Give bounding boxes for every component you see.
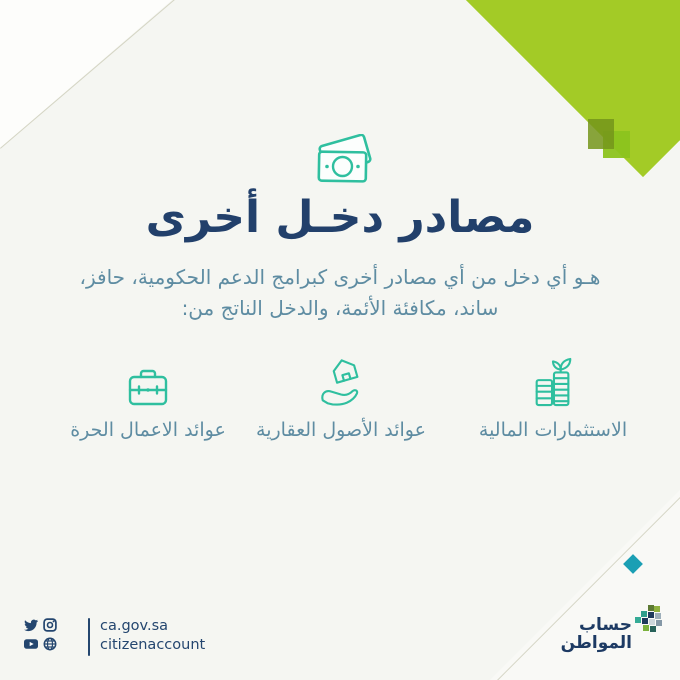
globe-icon xyxy=(43,637,57,651)
social-icons xyxy=(24,618,57,651)
footer-links xyxy=(100,617,205,655)
website-url: ca.gov.sa xyxy=(100,618,169,634)
logo-line-1: حساب xyxy=(578,615,632,635)
income-source-freelance xyxy=(48,356,248,442)
logo-line-2: المواطن xyxy=(560,633,632,653)
page-subtitle xyxy=(40,262,640,324)
twitter-icon xyxy=(24,618,38,632)
citizen-account-logo xyxy=(560,603,670,665)
income-source-financial-investments xyxy=(453,356,653,442)
income-source-label: عوائد الاعمال الحرة xyxy=(70,419,226,441)
subtitle-line-2: ساند، مكافئة الأئمة، والدخل الناتج من: xyxy=(181,296,499,320)
income-source-real-estate xyxy=(241,356,441,442)
corner-highlight-top-left xyxy=(0,0,180,155)
subtitle-line-1: هـو أي دخل من أي مصادر أخرى كبرامج الدعم الحكومية، حافز، xyxy=(79,265,601,289)
income-source-label: الاستثمارات المالية xyxy=(478,419,628,441)
instagram-icon xyxy=(43,618,57,632)
page-title: مصادر دخـل أخرى xyxy=(145,192,535,243)
logo-mosaic-icon xyxy=(632,605,666,635)
social-handle: citizenaccount xyxy=(100,637,206,653)
investment-growth-icon xyxy=(529,356,577,410)
logo-wordmark xyxy=(561,616,632,652)
footer-divider xyxy=(88,618,90,656)
hand-house-icon xyxy=(316,356,366,410)
income-source-label: عوائد الأصول العقارية xyxy=(256,419,426,441)
youtube-icon xyxy=(24,637,38,651)
olive-accent-square xyxy=(588,119,614,149)
briefcase-icon xyxy=(125,364,171,410)
banknotes-icon xyxy=(306,134,378,192)
